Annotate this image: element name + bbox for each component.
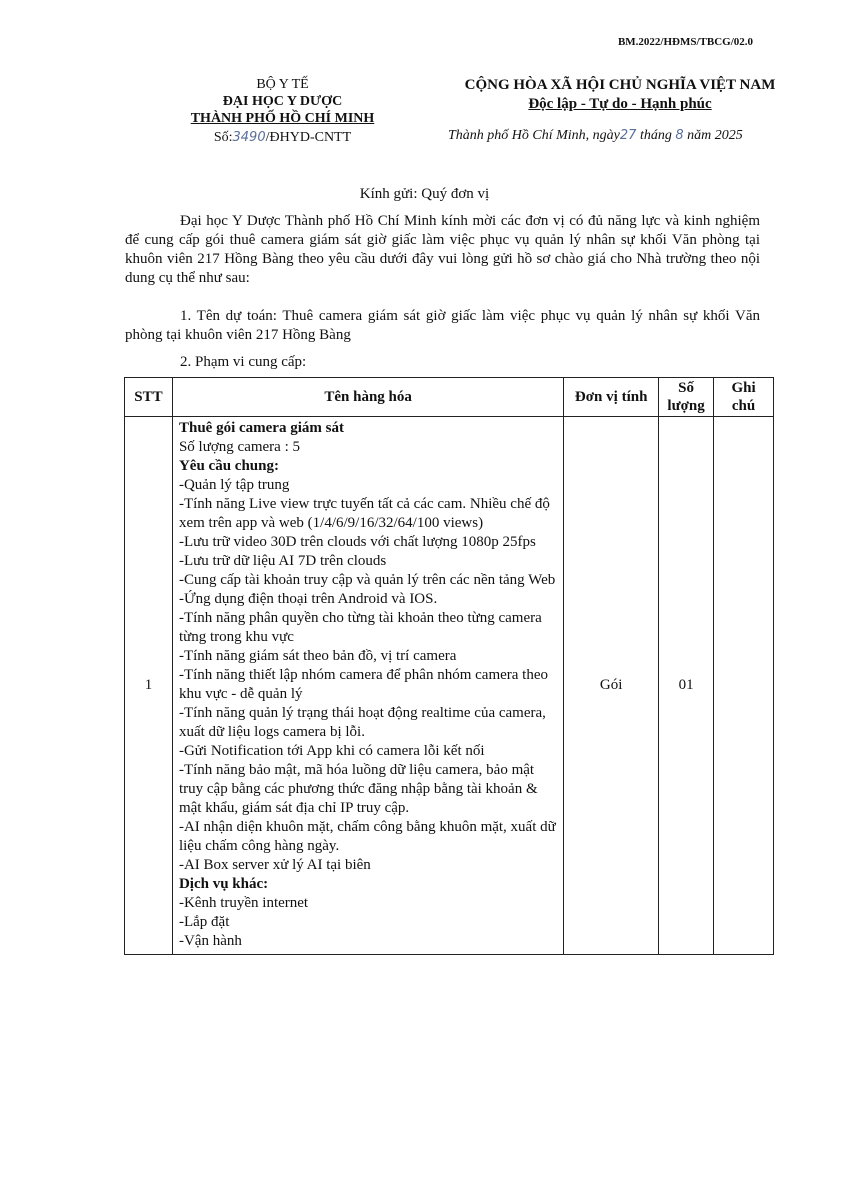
form-code: BM.2022/HĐMS/TBCG/02.0 <box>617 36 753 48</box>
list-item: -Gửi Notification tới App khi có camera lỗi kết nối <box>178 743 485 759</box>
header-quantity: Số lượng <box>659 378 714 417</box>
list-item: -Tính năng phân quyền cho từng tài khoản theo từng camera từng trong khu vực <box>178 610 542 645</box>
ministry-name: BỘ Y TẾ <box>256 77 309 92</box>
header-stt: STT <box>125 378 173 417</box>
row-note <box>714 417 774 955</box>
row-unit: Gói <box>564 417 659 955</box>
other-services-heading: Dịch vụ khác: <box>178 876 269 892</box>
item-title: Thuê gói camera giám sát <box>178 420 344 436</box>
university-name-line1: ĐẠI HỌC Y DƯỢC <box>222 94 343 109</box>
date-month-label: tháng <box>639 128 672 143</box>
list-item: -Lưu trữ video 30D trên clouds với chất lượng 1080p 25fps <box>178 534 536 550</box>
row-item-description <box>172 417 563 955</box>
intro-paragraph: Đại học Y Dược Thành phố Hồ Chí Minh kính mời các đơn vị có đủ năng lực và kinh nghiệm để cung cấp gói thuê camera giám sát giờ giấc làm việc phục vụ quản lý nhân sự khối Văn phòng tại khuôn viên 217 Hồng Bàng theo yêu cầu dưới đây vui lòng gửi hồ sơ chào giá cho Nhà trường theo nội dung cụ thể như sau: <box>125 213 760 286</box>
list-item: -Tính năng giám sát theo bản đồ, vị trí camera <box>178 648 457 664</box>
list-item: -Quản lý tập trung <box>178 477 290 493</box>
national-header <box>430 76 810 114</box>
header-item-name: Tên hàng hóa <box>172 378 563 417</box>
row-quantity: 01 <box>659 417 714 955</box>
list-item: -AI nhận diện khuôn mặt, chấm công bằng khuôn mặt, xuất dữ liệu chấm công hàng ngày. <box>178 819 556 854</box>
date-month: 8 <box>675 128 684 143</box>
scope-heading: 2. Phạm vi cung cấp: <box>180 354 307 370</box>
list-item: -Vận hành <box>178 933 242 949</box>
project-name-paragraph: 1. Tên dự toán: Thuê camera giám sát giờ giấc làm việc phục vụ quản lý nhân sự khối Văn phòng tại khuôn viên 217 Hồng Bàng <box>125 308 760 343</box>
document-date <box>448 128 743 144</box>
goods-table <box>124 377 774 955</box>
table-row <box>125 417 774 955</box>
date-prefix: Thành phố Hồ Chí Minh, ngày <box>448 128 620 143</box>
list-item: -Cung cấp tài khoản truy cập và quản lý trên các nền tảng Web <box>178 572 556 588</box>
greeting: Kính gửi: Quý đơn vị <box>359 186 490 202</box>
row-stt: 1 <box>125 417 173 955</box>
list-item: -Kênh truyền internet <box>178 895 309 911</box>
header-unit: Đơn vị tính <box>564 378 659 417</box>
national-motto: Độc lập - Tự do - Hạnh phúc <box>528 96 712 112</box>
list-item: -Tính năng thiết lập nhóm camera để phân nhóm camera theo khu vực - dễ quản lý <box>178 667 548 702</box>
list-item: -Lắp đặt <box>178 914 230 930</box>
document-number-value: 3490 <box>232 130 266 145</box>
list-item: -Ứng dụng điện thoại trên Android và IOS. <box>178 591 438 607</box>
table-header-row <box>125 378 774 417</box>
date-day: 27 <box>619 128 637 143</box>
list-item: -Lưu trữ dữ liệu AI 7D trên clouds <box>178 553 387 569</box>
header-note: Ghi chú <box>714 378 774 417</box>
date-year: năm 2025 <box>687 128 743 143</box>
list-item: -Tính năng bảo mật, mã hóa luồng dữ liệu camera, bảo mật truy cập bằng các phương thức đăng nhập bằng tài khoản & mật khẩu, giám sát địa chỉ IP truy cập. <box>178 762 538 816</box>
nation-name: CỘNG HÒA XÃ HỘI CHỦ NGHĨA VIỆT NAM <box>464 77 776 93</box>
document-number-suffix: /ĐHYD-CNTT <box>265 130 352 145</box>
list-item: -Tính năng Live view trực tuyến tất cả các cam. Nhiều chế độ xem trên app và web (1/4/6/9/16/32/64/100 views) <box>178 496 550 531</box>
list-item: -AI Box server xử lý AI tại biên <box>178 857 371 873</box>
list-item: -Tính năng quản lý trạng thái hoạt động realtime của camera, xuất dữ liệu logs camera bị lỗi. <box>178 705 546 740</box>
document-number-label: Số: <box>213 130 233 145</box>
university-name-line2: THÀNH PHỐ HỒ CHÍ MINH <box>190 111 375 126</box>
item-camera-count: Số lượng camera : 5 <box>178 439 301 455</box>
document-number <box>175 129 390 146</box>
issuer-header <box>175 76 390 146</box>
general-requirements-heading: Yêu cầu chung: <box>178 458 279 474</box>
